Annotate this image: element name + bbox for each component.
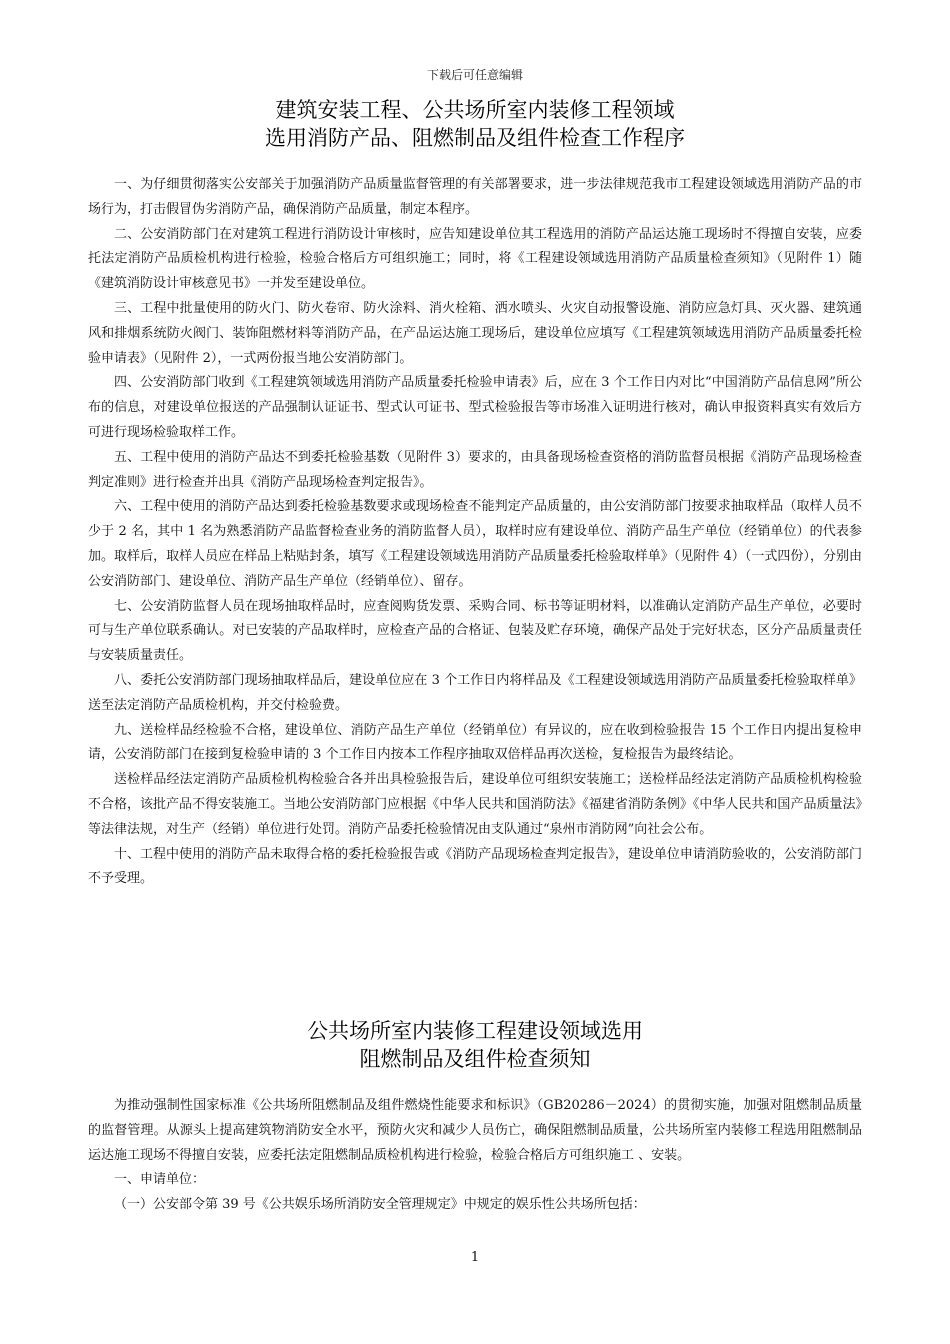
paragraph: 七、公安消防监督人员在现场抽取样品时，应查阅购货发票、采购合同、标书等证明材料，以准确认定消防产品生产单位，必要时可与生产单位联系确认。对已安装的产品取样时，应检查产品的合格证、包装及贮存环境，确保产品处于完好状态，区分产品质量责任与安装质量责任。 [88, 598, 862, 664]
header-note: 下载后可任意编辑 [426, 68, 523, 82]
paragraph: 四、公安消防部门收到《工程建筑领域选用消防产品质量委托检验申请表》后，应在 3 个工作日内对比“中国消防产品信息网”所公布的信息，对建设单位报送的产品强制认证证书、型式认可证书、型式检验报告等市场准入证明进行核对，确认申报资料真实有效后方可进行现场检验取样工作。 [88, 375, 862, 440]
paragraph: 送检样品经法定消防产品质检机构检验合各并出具检验报告后，建设单位可组织安装施工；送检样品经法定消防产品质检机构检验不合格，该批产品不得安装施工。当地公安消防部门应根据《中华人民共和国消防法》《福建省消防条例》《中华人民共和国产品质量法》等法律法规，对生产（经销）单位进行处罚。消防产品委托检验情况由支队通过“泉州市消防网”向社会公布。 [88, 772, 862, 837]
section2-body [88, 1094, 862, 1218]
page-number: 1 [470, 1250, 480, 1265]
paragraph: 一、申请单位： [114, 1172, 206, 1188]
paragraph: 三、工程中批量使用的防火门、防火卷帘、防火涂料、消火栓箱、洒水喷头、火灾自动报警设施、消防应急灯具、灭火器、建筑通风和排烟系统防火阀门、装饰阻燃材料等消防产品，在产品运达施工现场后，建设单位应填写《工程建筑领域选用消防产品质量委托检验申请表》（见附件 2），一式两份报当地公安消防部门。 [88, 300, 862, 366]
section2-title [0, 1017, 950, 1073]
section1-title-line2: 选用消防产品、阻燃制品及组件检查工作程序 [265, 126, 685, 150]
paragraph: 五、工程中使用的消防产品达不到委托检验基数（见附件 3）要求的，由具备现场检查资格的消防监督员根据《消防产品现场检查判定准则》进行检查并出具《消防产品现场检查判定报告》。 [88, 449, 862, 490]
paragraph: 一、为仔细贯彻落实公安部关于加强消防产品质量监督管理的有关部署要求，进一步法律规范我市工程建设领域选用消防产品的市场行为，打击假冒伪劣消防产品，确保消防产品质量，制定本程序。 [88, 177, 862, 217]
paragraph: 八、委托公安消防部门现场抽取样品后，建设单位应在 3 个工作日内将样品及《工程建设领域选用消防产品质量委托检验取样单》送至法定消防产品质检机构，并交付检验费。 [88, 672, 862, 713]
section2-title-line2: 阻燃制品及组件检查须知 [359, 1047, 591, 1071]
paragraph: 九、送检样品经检验不合格，建设单位、消防产品生产单位（经销单位）有异议的，应在收到检验报告 15 个工作日内提出复检申请，公安消防部门在接到复检验申请的 3 个工作日内按本工作程序抽取双倍样品再次送检，复检报告为最终结论。 [88, 722, 862, 763]
section1-title [0, 96, 950, 152]
section1-title-line1: 建筑安装工程、公共场所室内装修工程领域 [275, 98, 675, 122]
paragraph: （一）公安部令第 39 号《公共娱乐场所消防安全管理规定》中规定的娱乐性公共场所包括： [114, 1197, 646, 1213]
section1-body [88, 173, 862, 892]
paragraph: 六、工程中使用的消防产品达到委托检验基数要求或现场检查不能判定产品质量的，由公安消防部门按要求抽取样品（取样人员不少于 2 名，其中 1 名为熟悉消防产品监督检查业务的消防监督人员），取样时应有建设单位、消防产品生产单位（经销单位）的代表参加。取样后，取样人员应在样品上粘贴封条，填写《工程建设领域选用消防产品质量委托检验取样单》（见附件 4）（一式四份），分别由公安消防部门、建设单位、消防产品生产单位（经销单位）、留存。 [88, 499, 862, 589]
paragraph: 十、工程中使用的消防产品未取得合格的委托检验报告或《消防产品现场检查判定报告》，建设单位申请消防验收的，公安消防部门不予受理。 [88, 846, 862, 887]
section2-title-line1: 公共场所室内装修工程建设领域选用 [307, 1019, 643, 1043]
paragraph: 二、公安消防部门在对建筑工程进行消防设计审核时，应告知建设单位其工程选用的消防产品运达施工现场时不得擅自安装，应委托法定消防产品质检机构进行检验，检验合格后方可组织施工；同时，将《工程建设领域选用消防产品质量检查须知》（见附件 1）随《建筑消防设计审核意见书》一并发至建设单位。 [88, 226, 862, 292]
paragraph: 为推动强制性国家标准《公共场所阻燃制品及组件燃烧性能要求和标识》（GB20286－2024）的贯彻实施，加强对阻燃制品质量的监督管理。从源头上提高建筑物消防安全水平，预防火灾和减少人员伤亡，确保阻燃制品质量，公共场所室内装修工程选用阻燃制品运达施工现场不得擅自安装，应委托法定阻燃制品质检机构进行检验，检验合格后方可组织施工 、安装。 [88, 1098, 862, 1163]
